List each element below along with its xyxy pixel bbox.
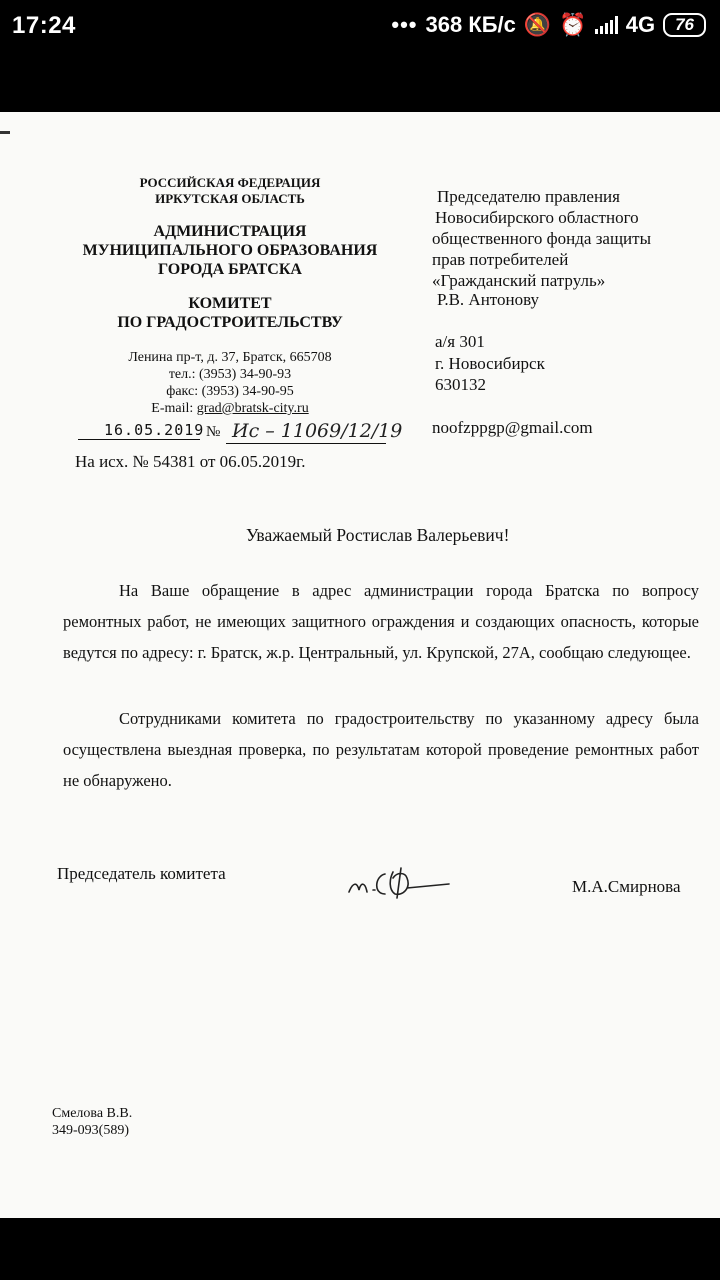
letterhead-committee-line1: КОМИТЕТ <box>188 295 272 312</box>
letterhead-fax: факс: (3953) 34-90-95 <box>166 384 294 399</box>
letterhead-region: ИРКУТСКАЯ ОБЛАСТЬ <box>155 191 305 206</box>
letterhead-org-line2: МУНИЦИПАЛЬНОГО ОБРАЗОВАНИЯ <box>82 242 378 259</box>
executor-name: Смелова В.В. <box>52 1106 133 1121</box>
signature-mark <box>345 864 455 902</box>
recipient-city: г. Новосибирск <box>435 354 545 373</box>
letterhead-committee-line2: ПО ГРАДОСТРОИТЕЛЬСТВУ <box>117 314 343 331</box>
letterhead-country: РОССИЙСКАЯ ФЕДЕРАЦИЯ <box>139 175 321 190</box>
letterhead-email-label: E-mail: <box>151 401 194 416</box>
signal-icon <box>595 16 618 34</box>
recipient-line-5: «Гражданский патруль» <box>432 271 606 290</box>
recipient-line-3: общественного фонда защиты <box>432 229 652 248</box>
recipient-po-box: а/я 301 <box>435 332 485 351</box>
network-type: 4G <box>625 12 656 37</box>
salutation: Уважаемый Ростислав Валерьевич! <box>246 525 510 545</box>
paragraph-1: На Ваше обращение в адрес администрации города Братска по вопросу ремонтных работ, не имеющих защитного ограждения и создающих опасность, которые ведутся по адресу: г. Братск, ж.р. Центральный, ул. Крупской, 27А, сообщаю следующее. <box>63 581 699 662</box>
executor-phone: 349-093(589) <box>52 1123 129 1138</box>
letterhead-email-row <box>90 400 370 417</box>
recipient-line-4: прав потребителей <box>432 250 569 269</box>
number-sign: № <box>206 424 221 440</box>
status-icons <box>391 12 706 38</box>
mute-icon: 🔕 <box>523 12 552 37</box>
number-underline <box>226 443 386 444</box>
document-page <box>0 112 720 1218</box>
recipient-name: Р.В. Антонову <box>437 290 540 309</box>
signatory-name: М.А.Смирнова <box>572 877 681 896</box>
date-stamp: 16.05.2019 <box>104 421 205 439</box>
letterhead-email: grad@bratsk-city.ru <box>196 401 309 416</box>
recipient-line-1: Председателю правления <box>437 187 620 206</box>
battery-level: 76 <box>675 15 694 34</box>
date-underline <box>78 439 200 440</box>
status-time: 17:24 <box>12 12 76 39</box>
signature-position: Председатель комитета <box>57 864 226 883</box>
dots-icon: ••• <box>391 12 418 37</box>
alarm-icon: ⏰ <box>559 12 587 37</box>
recipient-postcode: 630132 <box>435 375 486 394</box>
registration-number: Ис – 11069/12/19 <box>232 420 403 442</box>
battery-icon <box>663 13 706 37</box>
status-bar <box>0 0 720 112</box>
reference-line: На исх. № 54381 от 06.05.2019г. <box>75 452 306 471</box>
recipient-email: noofzppgp@gmail.com <box>432 418 593 437</box>
bottom-bar <box>0 1218 720 1280</box>
letterhead-phone: тел.: (3953) 34-90-93 <box>168 367 292 382</box>
letterhead-org-line1: АДМИНИСТРАЦИЯ <box>153 223 307 240</box>
paragraph-2: Сотрудниками комитета по градостроительству по указанному адресу была осуществлена выездная проверка, по результатам которой проведение ремонтных работ не обнаружено. <box>63 709 699 790</box>
letterhead-address: Ленина пр-т, д. 37, Братск, 665708 <box>128 350 332 365</box>
network-speed: 368 КБ/с <box>425 12 516 37</box>
scan-mark <box>0 131 10 134</box>
letterhead-org-line3: ГОРОДА БРАТСКА <box>158 261 302 278</box>
recipient-line-2: Новосибирского областного <box>435 208 639 227</box>
